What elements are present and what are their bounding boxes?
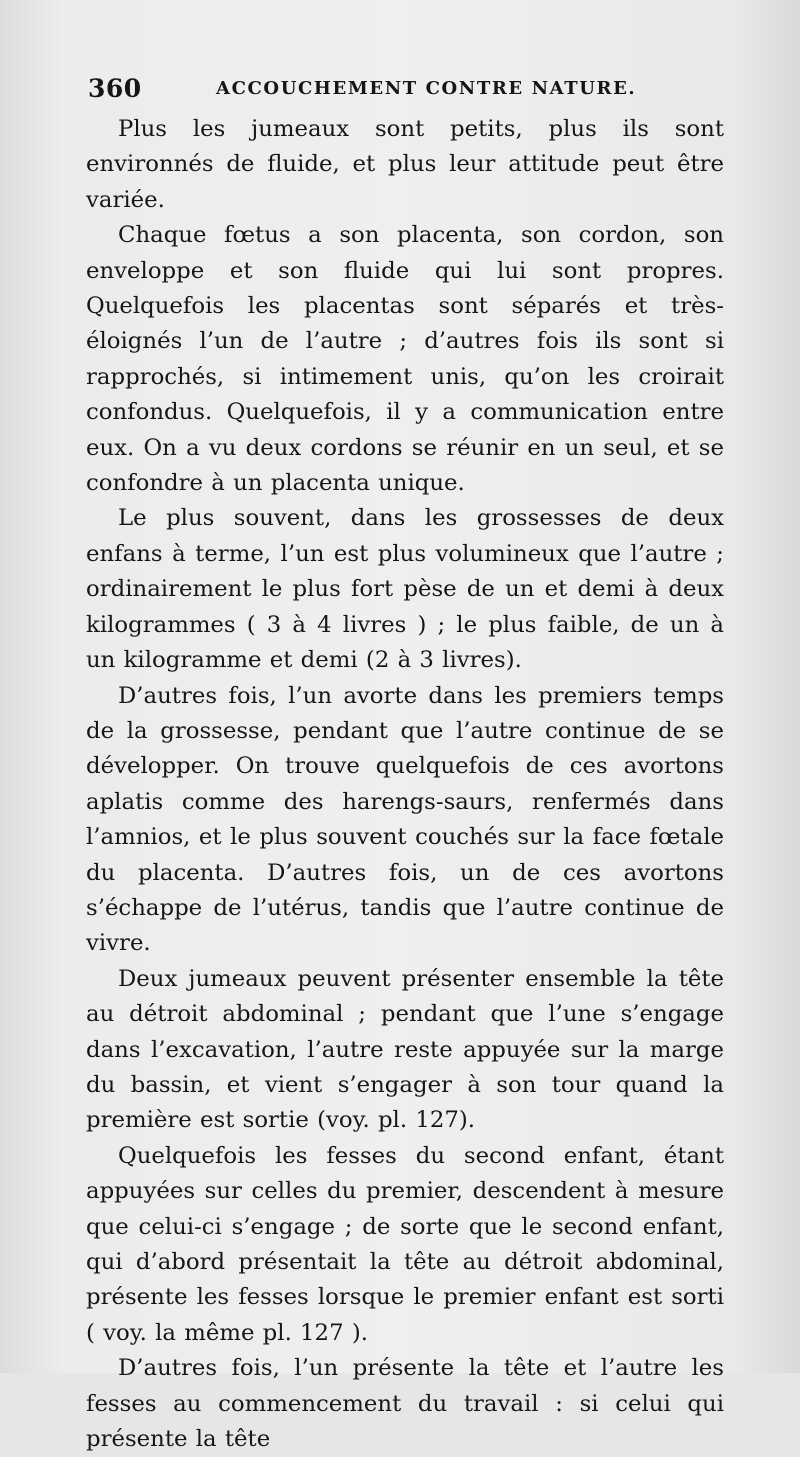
paragraph: Plus les jumeaux sont petits, plus ils sont environnés de fluide, et plus leur attitude peut être variée.	[86, 116, 724, 213]
body-text	[86, 112, 724, 1457]
paragraph: Quelquefois les fesses du second enfant, étant appuyées sur celles du premier, descendent à mesure que celui-ci s’engage ; de sorte que le second enfant, qui d’abord présentait la tête au détroit abdominal, présente les fesses lorsque le premier enfant est sorti ( voy. la même pl. 127 ).	[86, 1142, 724, 1346]
paragraph: Chaque fœtus a son placenta, son cordon, son enveloppe et son fluide qui lui sont propres. Quelquefois les placentas sont séparés et très-éloignés l’un de l’autre ; d’autres fois ils sont si rapprochés, si intimement unis, qu’on les croirait confondus. Quelquefois, il y a communication entre eux. On a vu deux cordons se réunir en un seul, et se confondre à un placenta unique.	[86, 222, 724, 497]
running-head: ACCOUCHEMENT CONTRE NATURE.	[216, 78, 637, 99]
paragraph: D’autres fois, l’un présente la tête et l’autre les fesses au commencement du travail : si celui qui présente la tête	[86, 1355, 724, 1453]
paragraph: Le plus souvent, dans les grossesses de deux enfans à terme, l’un est plus volumineux que l’autre ; ordinairement le plus fort pèse de un et demi à deux kilogrammes ( 3 à 4 livres ) ; le plus faible, de un à un kilogramme et demi (2 à 3 livres).	[86, 505, 724, 674]
page-number: 360	[88, 74, 142, 103]
paragraph: Deux jumeaux peuvent présenter ensemble la tête au détroit abdominal ; pendant que l’une s’engage dans l’excavation, l’autre reste appuyée sur la marge du bassin, et vient s’engager à son tour quand la première est sortie (voy. pl. 127).	[86, 965, 724, 1134]
page-header	[88, 74, 728, 106]
paragraph: D’autres fois, l’un avorte dans les premiers temps de la grossesse, pendant que l’autre continue de se développer. On trouve quelquefois de ces avortons aplatis comme des harengs-saurs, renfermés dans l’amnios, et le plus souvent couchés sur la face fœtale du placenta. D’autres fois, un de ces avortons s’échappe de l’utérus, tandis que l’autre continue de vivre.	[86, 682, 724, 957]
